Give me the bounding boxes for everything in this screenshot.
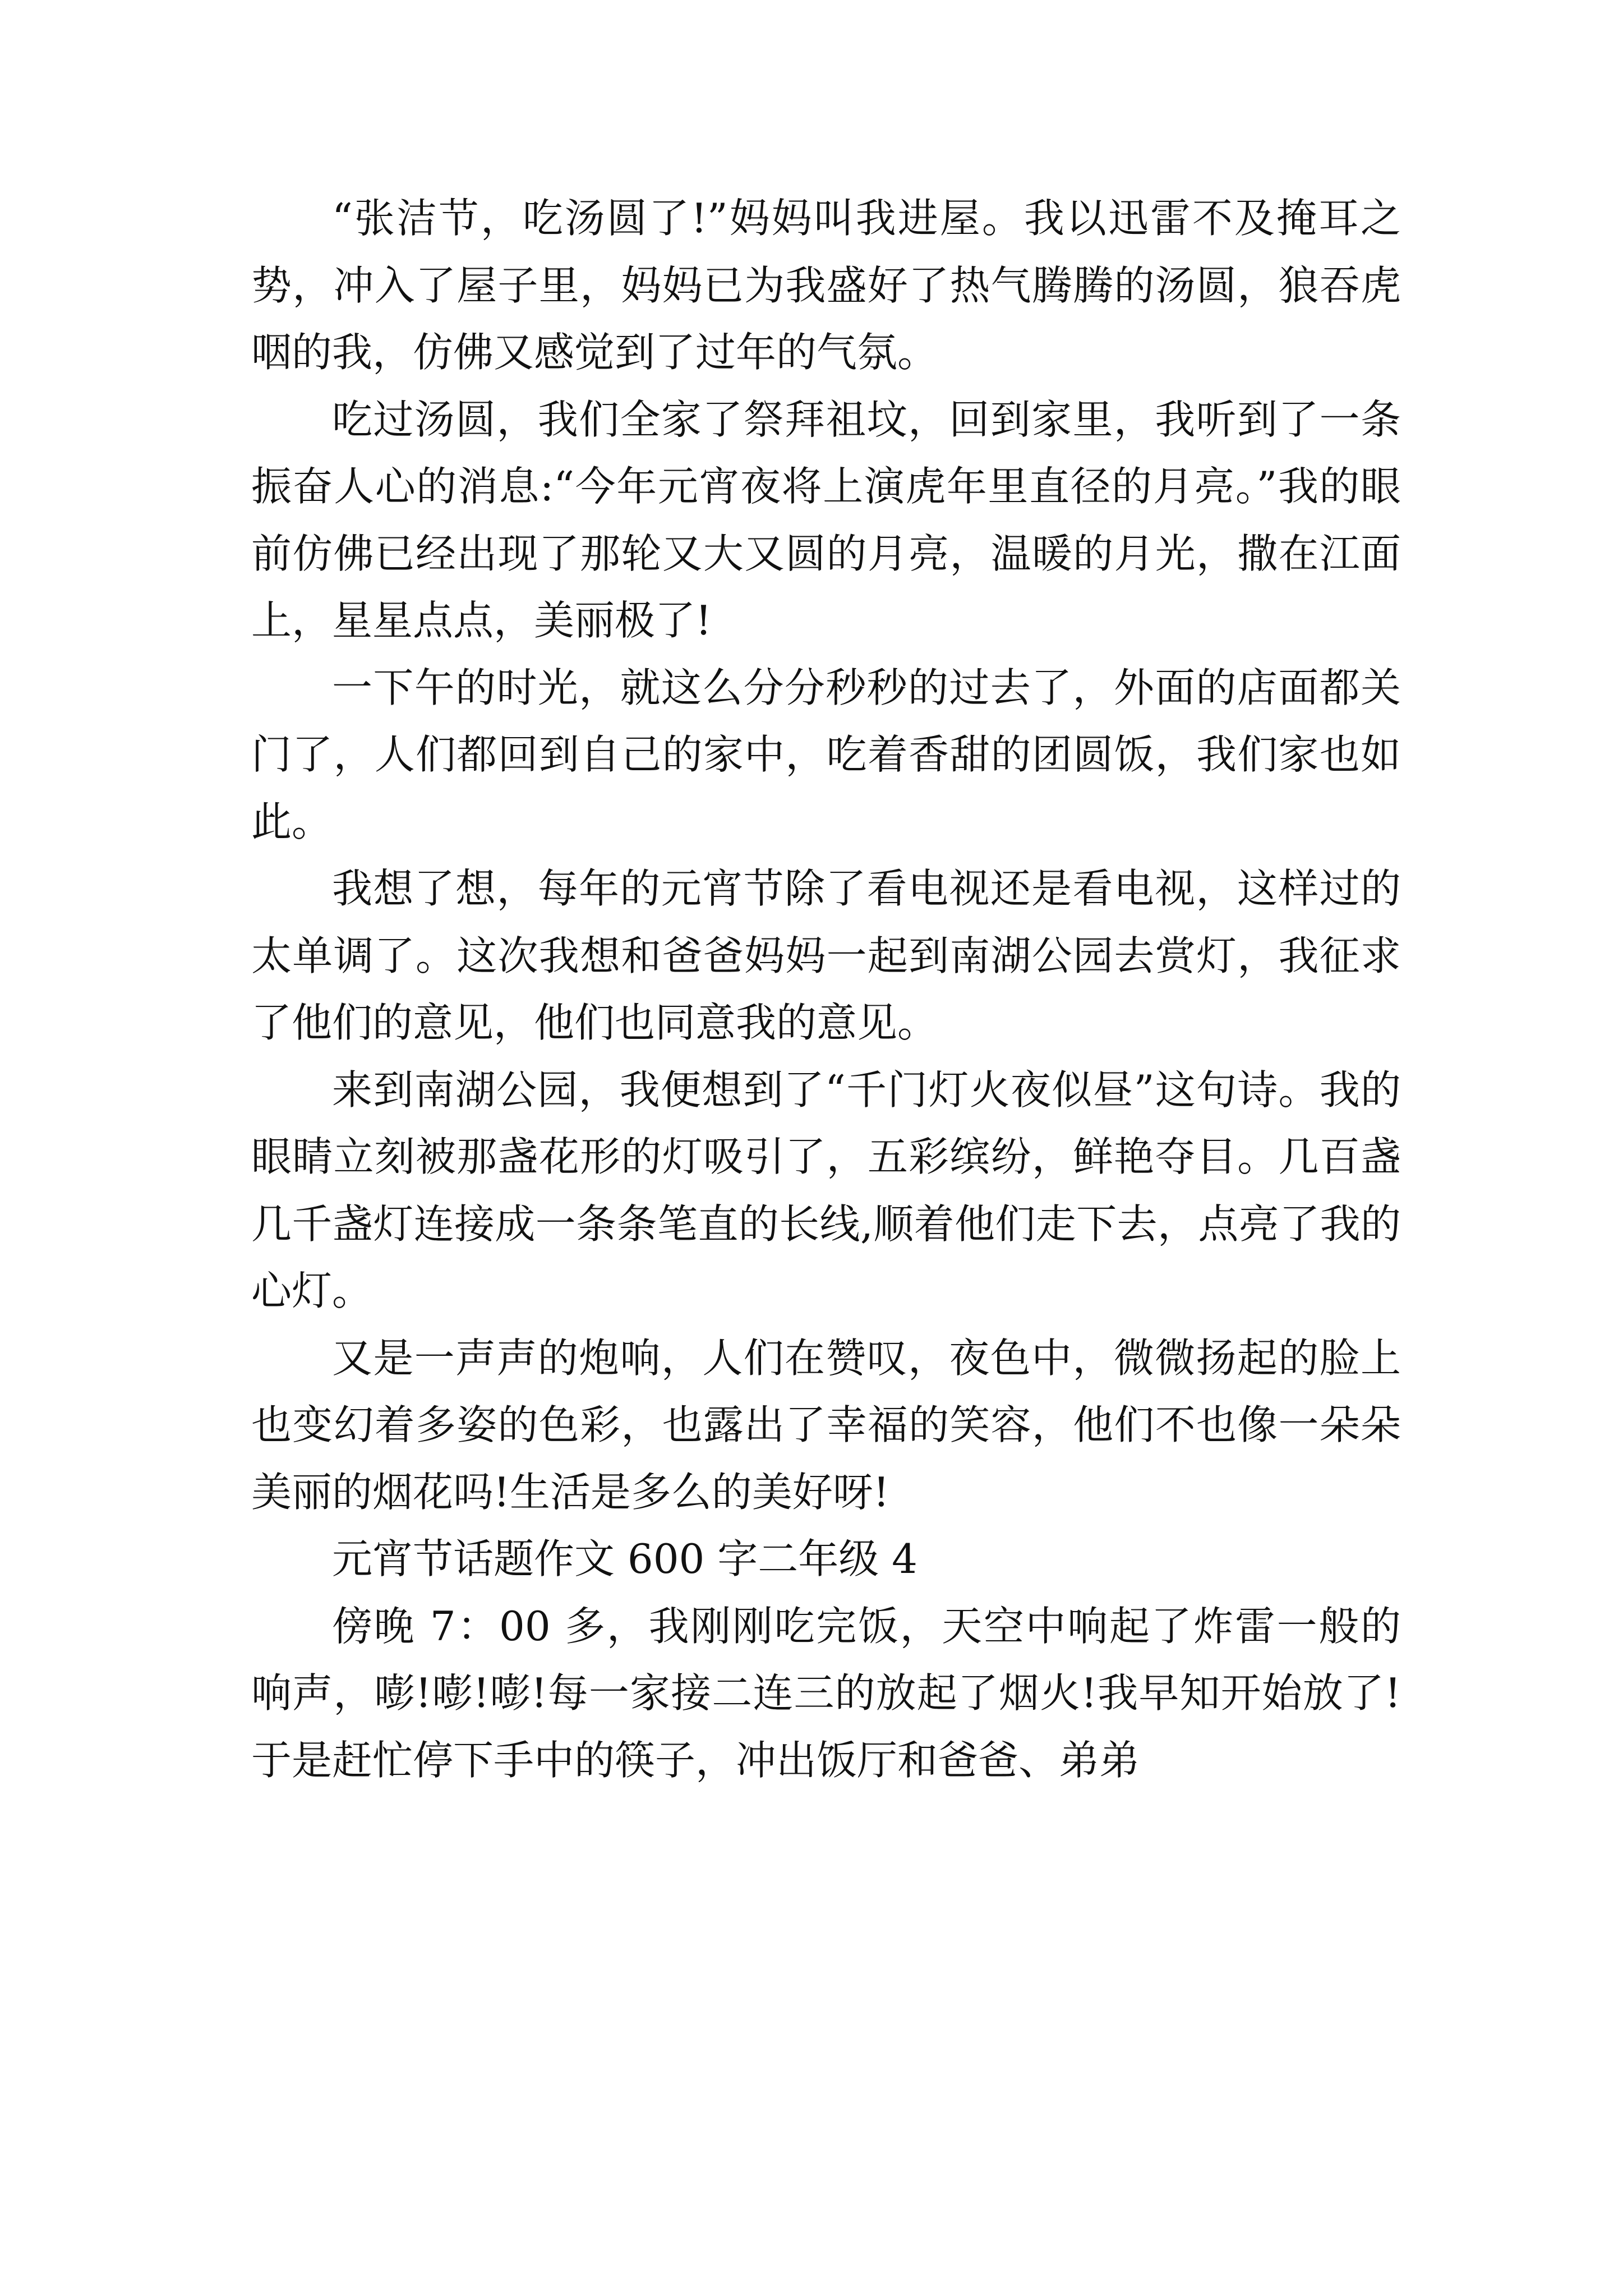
paragraph-3: 一下午的时光，就这么分分秒秒的过去了，外面的店面都关门了，人们都回到自己的家中，吃着香甜的团圆饭，我们家也如此。 [251, 664, 1401, 845]
section-heading: 元宵节话题作文 600 字二年级 4 [332, 1535, 917, 1582]
paragraph-7: 傍晚 7：00 多，我刚刚吃完饭，天空中响起了炸雷一般的响声，嘭!嘭!嘭!每一家接二连三的放起了烟火!我早知开始放了!于是赶忙停下手中的筷子，冲出饭厅和爸爸、弟弟 [251, 1602, 1401, 1784]
paragraph-4: 我想了想，每年的元宵节除了看电视还是看电视，这样过的太单调了。这次我想和爸爸妈妈一起到南湖公园去赏灯，我征求了他们的意见，他们也同意我的意见。 [251, 865, 1401, 1046]
paragraph-2: 吃过汤圆，我们全家了祭拜祖坟，回到家里，我听到了一条振奋人心的消息:“今年元宵夜将上演虎年里直径的月亮。”我的眼前仿佛已经出现了那轮又大又圆的月亮，温暖的月光，撒在江面上，星星点点，美丽极了! [251, 395, 1401, 644]
paragraph-1: “张洁节，吃汤圆了!”妈妈叫我进屋。我以迅雷不及掩耳之势，冲入了屋子里，妈妈已为我盛好了热气腾腾的汤圆，狼吞虎咽的我，仿佛又感觉到了过年的气氛。 [251, 195, 1401, 376]
paragraph-5: 来到南湖公园，我便想到了“千门灯火夜似昼”这句诗。我的眼睛立刻被那盏花形的灯吸引了，五彩缤纷，鲜艳夺目。几百盏几千盏灯连接成一条条笔直的长线,顺着他们走下去，点亮了我的心灯。 [251, 1066, 1401, 1314]
paragraph-6: 又是一声声的炮响，人们在赞叹，夜色中，微微扬起的脸上也变幻着多姿的色彩，也露出了幸福的笑容，他们不也像一朵朵美丽的烟花吗!生活是多么的美好呀! [251, 1334, 1401, 1516]
document-page [251, 185, 1401, 1794]
